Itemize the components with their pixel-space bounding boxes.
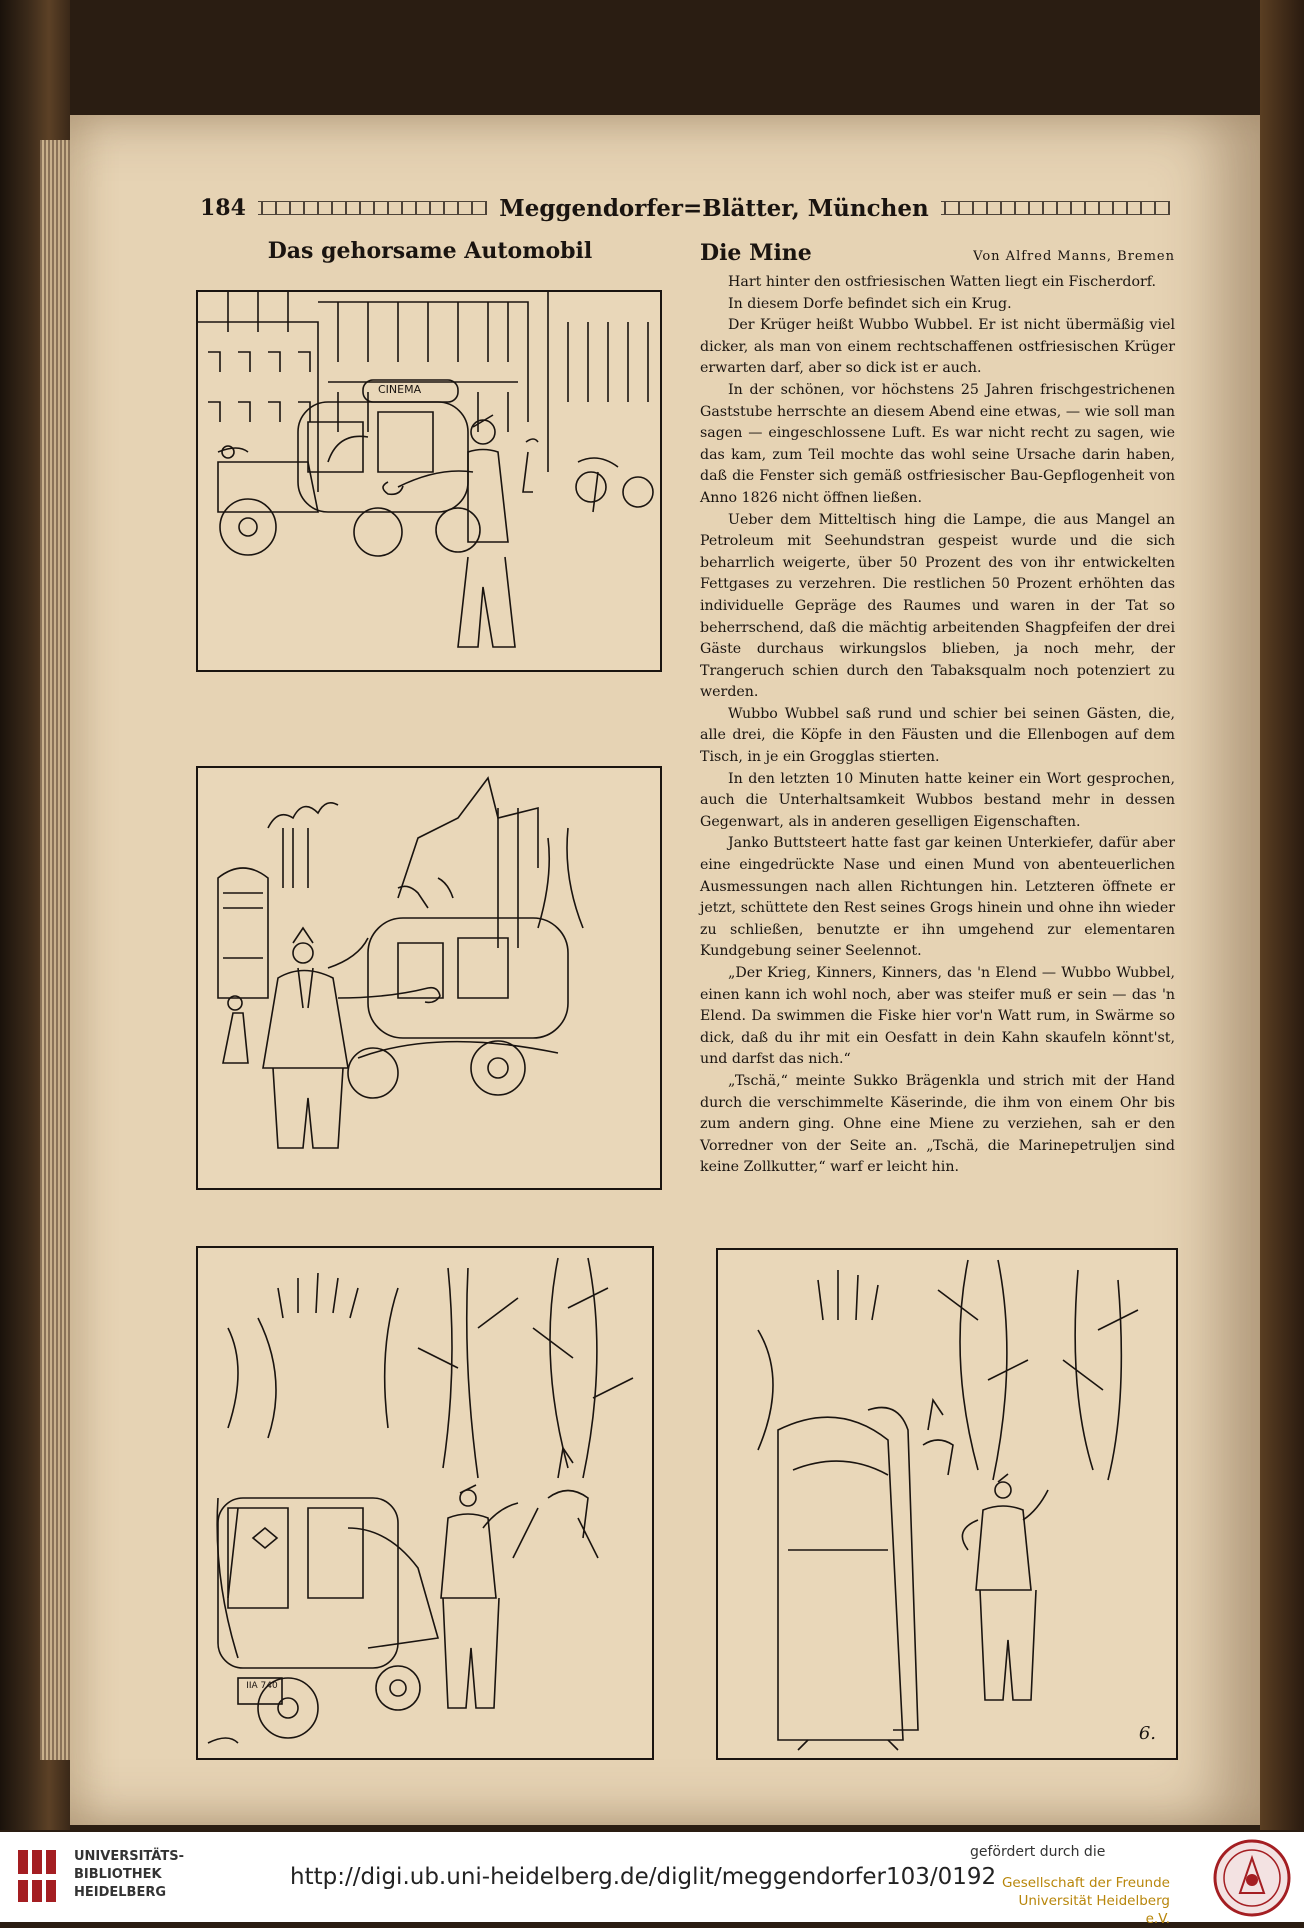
story-byline: Von Alfred Manns, Bremen [973,249,1175,264]
story-paragraph: In der schönen, vor höchstens 25 Jahren frischgestrichenen Gaststube herrschte an diesem Abend eine etwas, — wie soll man sagen — eingeschlossene Luft. Es war nicht recht zu sagen, wie das kam, zum Teil mochte das wohl seine Ursache darin haben, daß die Fenster sich gemäß ostfriesischer Bau-Gepflogenheit von Anno 1826 nicht öffnen ließen. [700,381,1175,506]
comic-panel-4 [716,1248,1178,1760]
story-paragraph: Hart hinter den ostfriesischen Watten liegt ein Fischerdorf. [728,274,1157,290]
university-seal-icon [1212,1838,1292,1918]
panel-2-drawing [198,768,660,1188]
artist-signature: 6. [1138,1723,1156,1744]
story-heading [700,240,1175,266]
society-name: Gesellschaft der Freunde Universität Heidelberg e.V. [1001,1875,1170,1927]
permalink-url[interactable]: http://digi.ub.uni-heidelberg.de/diglit/meggendorfer103/0192 [290,1864,997,1890]
story-paragraph: In diesem Dorfe befindet sich ein Krug. [728,295,1012,312]
university-library-logo-icon [14,1844,66,1908]
library-name: UNIVERSITÄTS- BIBLIOTHEK HEIDELBERG [74,1849,184,1900]
panel-4-drawing [718,1250,1176,1758]
story-paragraph: Wubbo Wubbel saß rund und schier bei seinen Gästen, die, alle drei, die Köpfe in den Fäusten und die Ellenbogen auf dem Tisch, in je ein Grogglas stierten. [700,705,1175,766]
panel-1-drawing [198,292,660,670]
header-ornament-left [258,201,487,215]
story-paragraph: Der Krüger heißt Wubbo Wubbel. Er ist nicht übermäßig viel dicker, als man von einem rechtschaffenen ostfriesischen Krüger erwarten darf, aber so dick ist er auch. [700,317,1175,377]
story-paragraph: Ueber dem Mitteltisch hing die Lampe, die aus Mangel an Petroleum mit Seehundstran gespeist wurde und die sich beharrlich weigerte, über 50 Prozent des von ihr entwickelten Fettgases zu verzehren. Die restlichen 50 Prozent erhöhten das individuelle Gepräge des Raumes und waren in der Tat so beherrschend, daß die mächtig arbeitenden Shagpfeifen der drei Gäste durchaus wirkungslos blieben, ja noch mehr, der Trangeruch schien durch den Tabaksqualm noch potenziert zu werden. [700,511,1175,701]
comic-panel-3 [196,1246,654,1760]
story-paragraph: In den letzten 10 Minuten hatte keiner ein Wort gesprochen, auch die Unterhaltsamkeit Wubbos bestand mehr in dessen Gegenwart, als in anderen geselligen Eigenschaften. [700,770,1175,830]
story-paragraph: Janko Buttsteert hatte fast gar keinen Unterkiefer, dafür aber eine eingedrückte Nase und einen Mund von abenteuerlichen Ausmessungen nach allen Richtungen hin. Letzteren öffnete er jetzt, schüttete den Rest seines Grogs hinein und ohne ihn wieder zu schließen, benutzte er ihn umgehend zur elementaren Kundgebung seiner Seelennot. [700,835,1176,960]
header-ornament-right [941,201,1170,215]
comic-panel-2 [196,766,662,1190]
page-edges [40,140,70,1760]
story-column [700,240,1175,1179]
cinema-sign: CINEMA [378,383,422,396]
running-header [200,190,1170,226]
comic-title: Das gehorsame Automobil [267,238,593,264]
comic-panel-1 [196,290,662,672]
magazine-title: Meggendorfer=Blätter, München [499,194,929,222]
page-number: 184 [200,195,246,221]
digitization-footer [0,1832,1304,1927]
story-title: Die Mine [700,240,812,266]
book-spine-right [1260,0,1304,1830]
sponsor-label: gefördert durch die [970,1844,1106,1860]
story-paragraph: „Tschä,“ meinte Sukko Brägenkla und strich mit der Hand durch die verschimmelte Käserinde, die ihm von einem Ohr bis zum andern ging. Ohne eine Miene zu verziehen, sah er den Vorredner von der Seite an. „Tschä, die Marinepetruljen sind keine Zollkutter,“ warf er leicht hin. [700,1072,1175,1176]
license-plate: IIA 740 [246,1681,278,1691]
story-paragraph: „Der Krieg, Kinners, Kinners, das 'n Elend — Wubbo Wubbel, einen kann ich wohl noch, aber was steifer muß er sein — das 'n Elend. Da swimmen die Fiske hier vor'n Watt rum, in Swärme so dick, daß du ihr mit ein Oesfatt in dein Kahn skaufeln könnt'st, und darfst das nich.“ [700,965,1175,1068]
